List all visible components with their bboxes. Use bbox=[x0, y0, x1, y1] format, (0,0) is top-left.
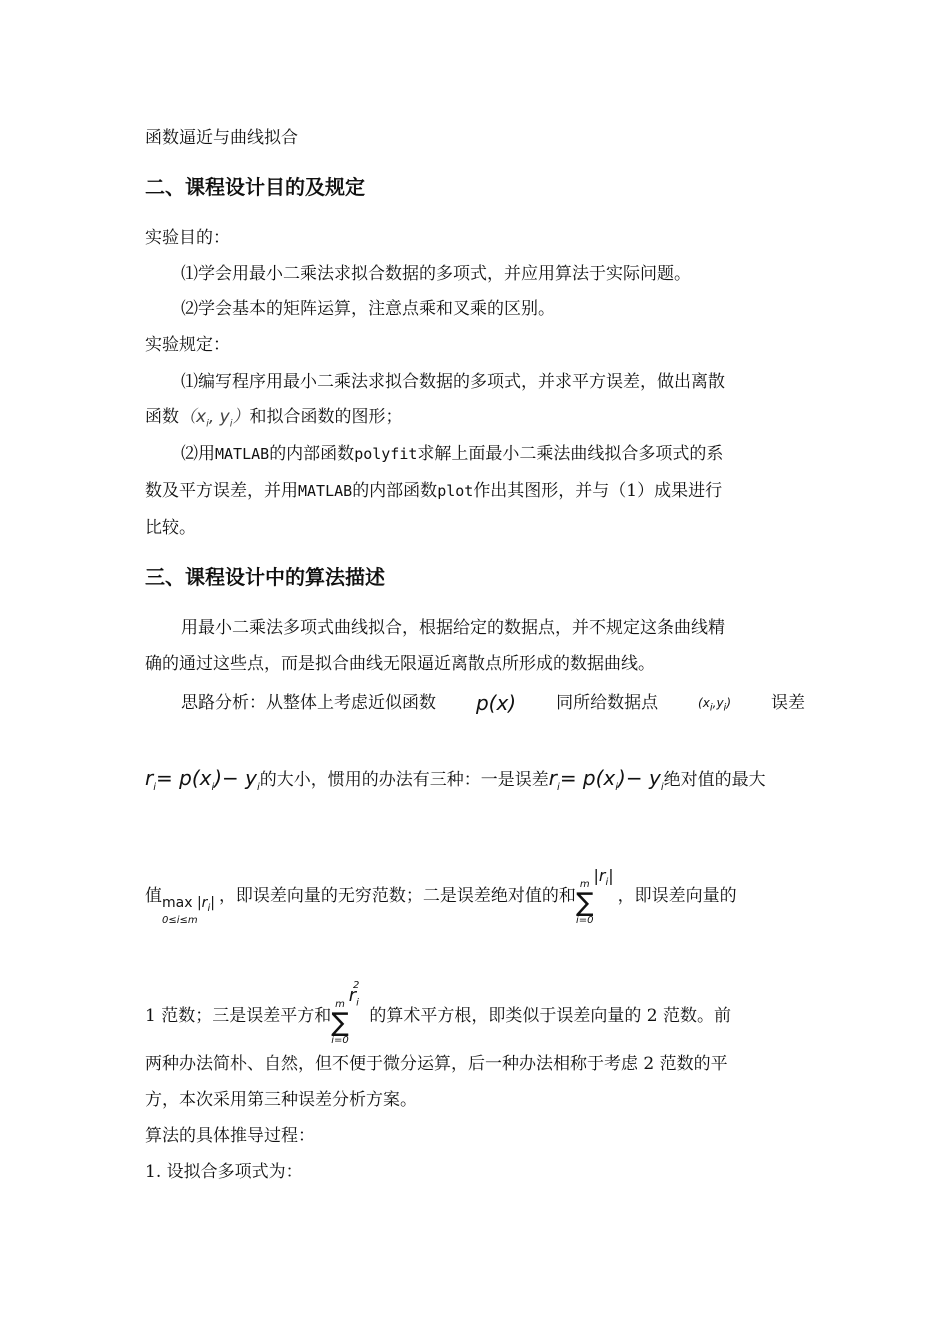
formula-sum-abs-ri: m ∑ i=0 $|r_i|$ bbox=[575, 866, 614, 926]
formula-point-xi-yi-small: $(x_i,y_i)$ bbox=[698, 696, 732, 714]
paragraph-2-line-d: 1 范数；三是误差平方和 m ∑ i=0 $r_i^2$的算术平方根，即类似于误差向量的 2 范数。前 bbox=[145, 962, 731, 1022]
requirement-2-line-b: 数及平方误差，并用MATLAB的内部函数plot作出其图形，并与（1）成果进行 bbox=[145, 481, 723, 501]
formula-p-x: p(x) bbox=[475, 691, 517, 715]
formula-residual: $r_i= p(x_i)- y_i$ bbox=[145, 766, 260, 793]
paragraph-2-line-c: 值 $\max |r_i|$ 0≤i≤m ，即误差向量的无穷范数；二是误差绝对值的和 m ∑ i=0 $|r_i|$，即误差向量的 bbox=[145, 846, 737, 906]
formula-point-xi-yi: （$x_i$, $y_i$） bbox=[179, 407, 250, 430]
aim-label: 实验目的： bbox=[145, 228, 230, 248]
paragraph-2-line-a: 思路分析：从整体上考虑近似函数 p(x) 同所给数据点 $(x_i,y_i)$ 误差 bbox=[181, 691, 805, 720]
requirement-label: 实验规定： bbox=[145, 335, 230, 355]
formula-max-abs-ri: $\max |r_i|$ 0≤i≤m bbox=[162, 895, 215, 926]
section-2-heading: 二、课程设计目的及规定 bbox=[145, 175, 365, 199]
derivation-label: 算法的具体推导过程： bbox=[145, 1126, 315, 1146]
step-1-line: 1. 设拟合多项式为： bbox=[145, 1162, 303, 1182]
requirement-1-line-a: ⑴编写程序用最小二乘法求拟合数据的多项式，并求平方误差，做出离散 bbox=[181, 372, 725, 392]
aim-item-2: ⑵学会基本的矩阵运算，注意点乘和叉乘的区别。 bbox=[181, 299, 555, 319]
aim-item-1: ⑴学会用最小二乘法求拟合数据的多项式，并应用算法于实际问题。 bbox=[181, 264, 691, 284]
section-3-heading: 三、课程设计中的算法描述 bbox=[145, 565, 385, 589]
paragraph-2-line-e: 两种办法简朴、自然，但不便于微分运算，后一种办法相称于考虑 2 范数的平 bbox=[145, 1054, 728, 1074]
paragraph-1-line-a: 用最小二乘法多项式曲线拟合，根据给定的数据点，并不规定这条曲线精 bbox=[181, 618, 725, 638]
paragraph-1-line-b: 确的通过这些点，而是拟合曲线无限逼近离散点所形成的数据曲线。 bbox=[145, 654, 655, 674]
requirement-1-line-b: 函数（$x_i$, $y_i$）和拟合函数的图形； bbox=[145, 407, 403, 430]
topic-line: 函数逼近与曲线拟合 bbox=[145, 128, 298, 148]
formula-sum-ri-squared: m ∑ i=0 $r_i^2$ bbox=[331, 980, 360, 1046]
paragraph-2-line-b: $r_i= p(x_i)- y_i$的大小，惯用的办法有三种：一是误差$r_i= p(x_i)- y_i$绝对值的最大 bbox=[145, 766, 766, 793]
formula-residual-2: $r_i= p(x_i)- y_i$ bbox=[548, 766, 664, 793]
requirement-2-line-c: 比较。 bbox=[145, 518, 196, 538]
paragraph-2-line-f: 方，本次采用第三种误差分析方案。 bbox=[145, 1090, 417, 1110]
requirement-2-line-a: ⑵用MATLAB的内部函数polyfit求解上面最小二乘法曲线拟合多项式的系 bbox=[181, 444, 724, 464]
